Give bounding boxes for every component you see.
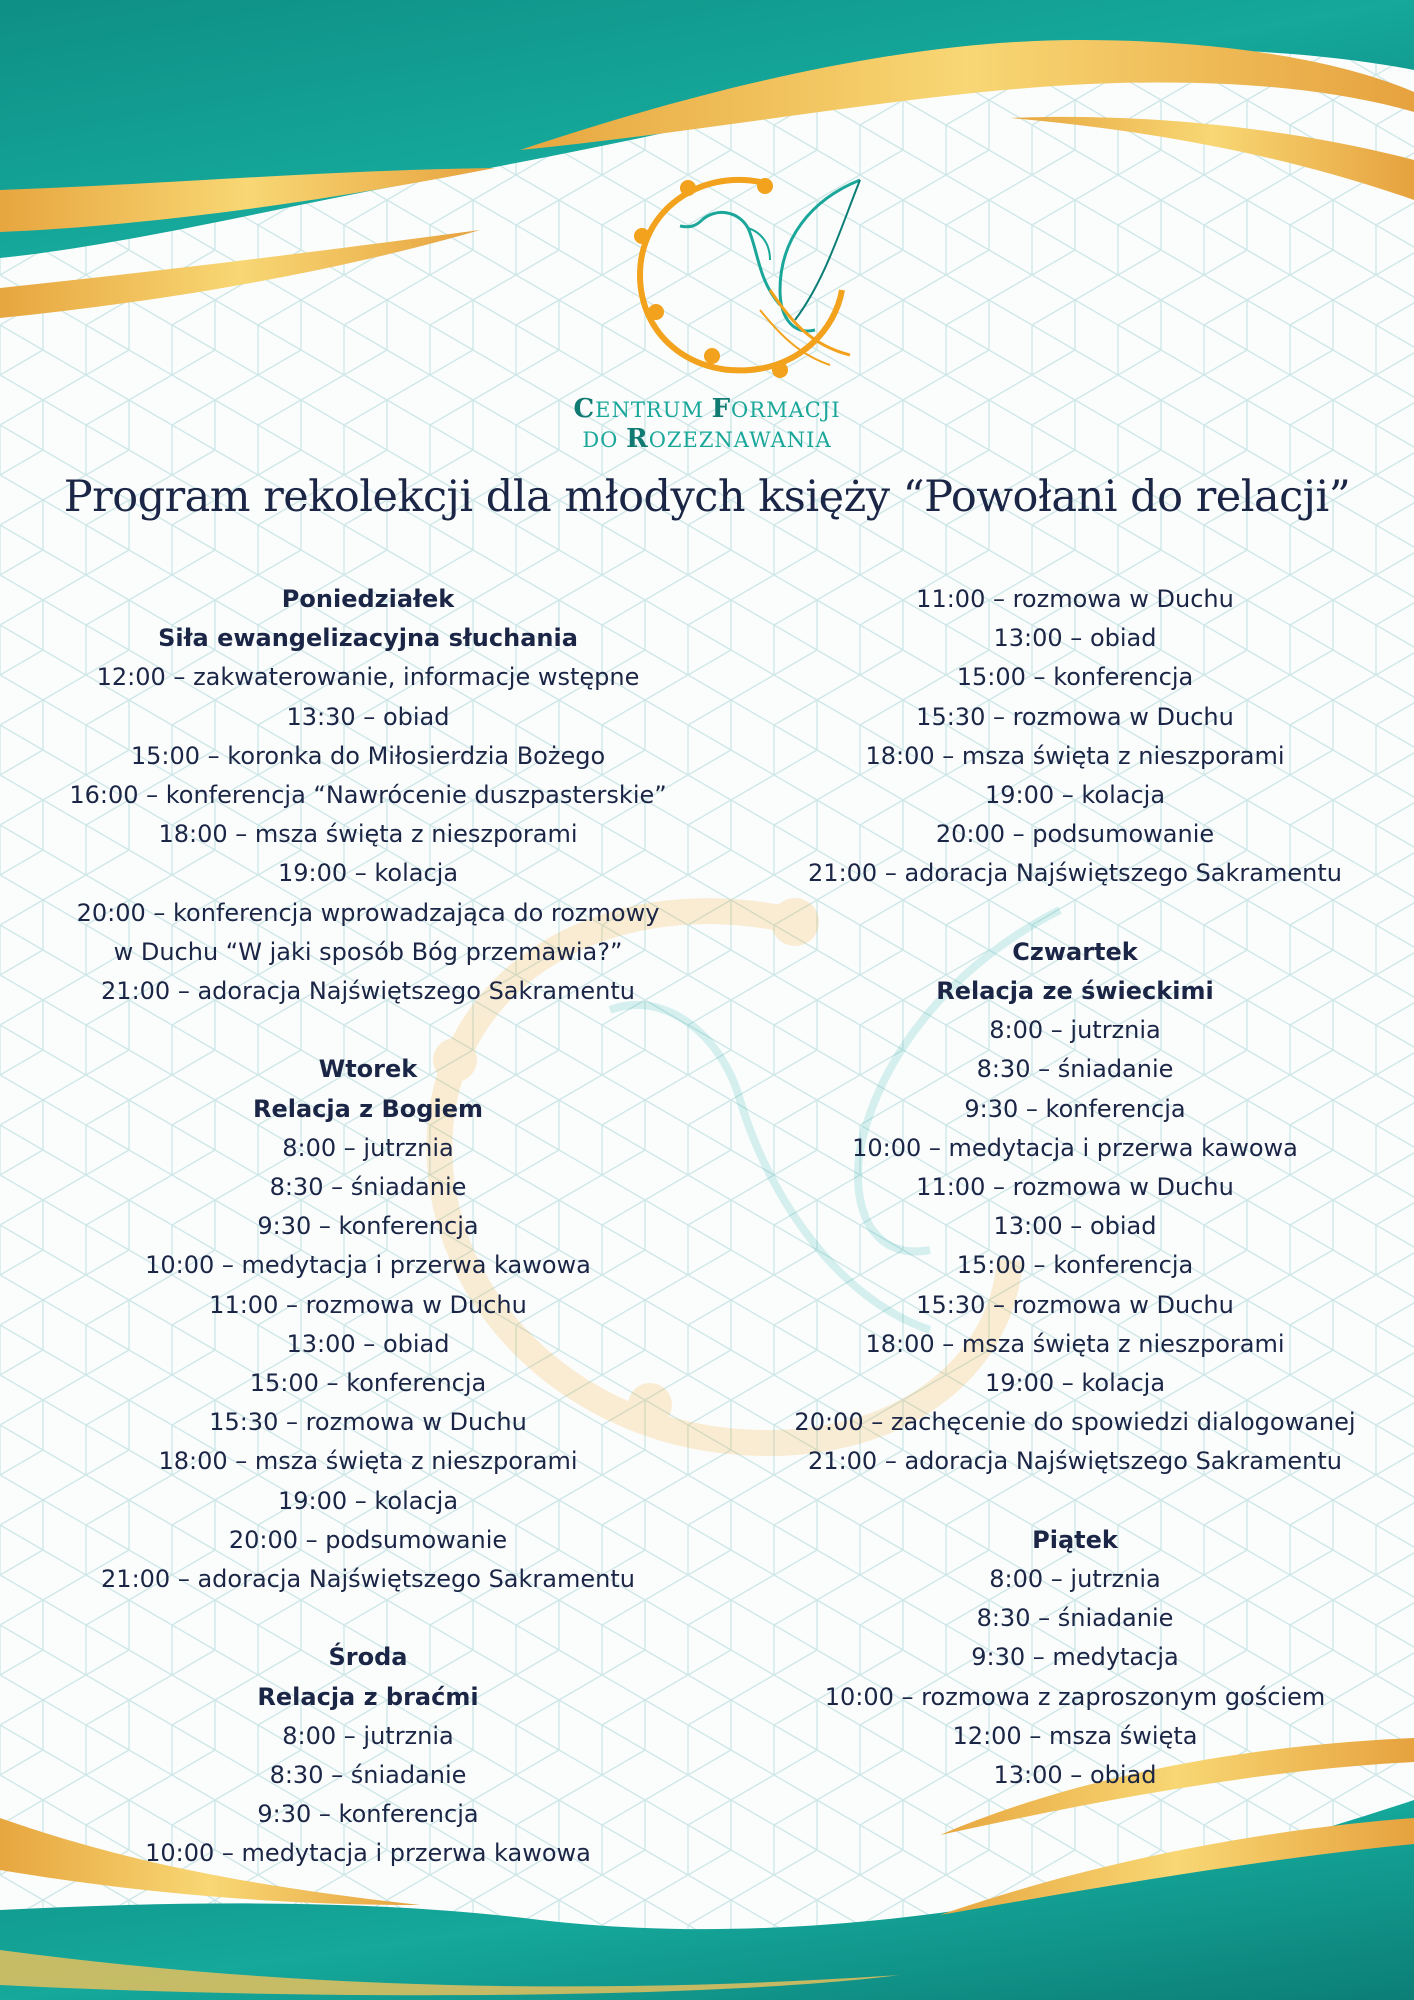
day-heading-monday: Poniedziałek [281, 585, 455, 613]
schedule-item: 8:00 – jutrznia [989, 1565, 1161, 1594]
schedule-item: 13:00 – obiad [993, 1761, 1157, 1790]
day-heading-thursday: Czwartek [1012, 937, 1138, 966]
day-heading-friday: Piątek [1032, 1525, 1118, 1554]
spacer [18, 1599, 718, 1638]
schedule-item: 18:00 – msza święta z nieszporami [865, 741, 1285, 770]
dove-icon [634, 178, 860, 378]
logo-text-do: DO [582, 428, 627, 452]
schedule-item: 13:00 – obiad [993, 624, 1157, 653]
schedule-item: 8:00 – jutrznia [989, 1016, 1161, 1045]
schedule-item: 9:30 – medytacja [971, 1643, 1179, 1672]
schedule-item: w Duchu “W jaki sposób Bóg przemawia?” [113, 937, 623, 966]
schedule-item: 8:30 – śniadanie [976, 1055, 1174, 1084]
page-title: Program rekolekcji dla młodych księży “Powołani do relacji” [63, 472, 1351, 522]
schedule-right-column [724, 580, 1414, 1795]
schedule-item: 15:30 – rozmowa w Duchu [209, 1408, 527, 1437]
schedule-item: 15:30 – rozmowa w Duchu [916, 702, 1234, 731]
schedule-item: 8:30 – śniadanie [269, 1761, 467, 1790]
schedule-item: 15:00 – koronka do Miłosierdzia Bożego [130, 741, 606, 770]
schedule-item: 8:30 – śniadanie [976, 1604, 1174, 1633]
schedule-item: 19:00 – kolacja [984, 781, 1166, 810]
schedule-item: 21:00 – adoracja Najświętszego Sakramentu [101, 1565, 635, 1594]
logo-cap-r: R [626, 424, 649, 454]
logo-emblem [620, 170, 880, 390]
day-heading-tuesday: Wtorek [318, 1055, 418, 1084]
day-theme-monday: Siła ewangelizacyjna słuchania [158, 624, 578, 653]
schedule-item: 10:00 – medytacja i przerwa kawowa [852, 1133, 1298, 1162]
logo-text-line1 [0, 396, 1414, 422]
schedule-item: 12:00 – zakwaterowanie, informacje wstępne [96, 663, 640, 692]
logo-cap-f: F [711, 394, 732, 424]
schedule-item: 11:00 – rozmowa w Duchu [209, 1290, 527, 1319]
schedule-item: 19:00 – kolacja [984, 1369, 1166, 1398]
schedule-item: 20:00 – podsumowanie [935, 820, 1215, 849]
schedule-item: 19:00 – kolacja [277, 859, 459, 888]
schedule-item: 8:00 – jutrznia [282, 1721, 454, 1750]
schedule-item: 11:00 – rozmowa w Duchu [916, 585, 1234, 613]
schedule-left-column [18, 580, 718, 1874]
schedule-item: 20:00 – podsumowanie [228, 1525, 508, 1554]
day-theme-tuesday: Relacja z Bogiem [253, 1094, 483, 1123]
schedule-item: 15:00 – konferencja [956, 663, 1194, 692]
schedule-item: 21:00 – adoracja Najświętszego Sakramentu [808, 1447, 1342, 1476]
logo-text-line2 [0, 426, 1414, 452]
schedule-item: 18:00 – msza święta z nieszporami [865, 1329, 1285, 1358]
schedule-item: 18:00 – msza święta z nieszporami [158, 1447, 578, 1476]
schedule-item: 19:00 – kolacja [277, 1486, 459, 1515]
schedule-item: 15:00 – konferencja [956, 1251, 1194, 1280]
logo-text-ormacji: ORMACJI [731, 398, 841, 422]
schedule-item: 9:30 – konferencja [257, 1800, 479, 1829]
schedule-item: 20:00 – zachęcenie do spowiedzi dialogowanej [794, 1408, 1356, 1437]
day-theme-thursday: Relacja ze świeckimi [936, 977, 1214, 1006]
schedule-item: 15:30 – rozmowa w Duchu [916, 1290, 1234, 1319]
schedule-item: 10:00 – medytacja i przerwa kawowa [145, 1839, 591, 1868]
schedule-item: 18:00 – msza święta z nieszporami [158, 820, 578, 849]
schedule-item: 8:00 – jutrznia [282, 1133, 454, 1162]
spacer [724, 1482, 1414, 1521]
logo-text-ozeznawania: OZEZNAWANIA [648, 428, 832, 452]
schedule-item: 10:00 – medytacja i przerwa kawowa [145, 1251, 591, 1280]
schedule-item: 13:00 – obiad [286, 1329, 450, 1358]
schedule-item: 12:00 – msza święta [952, 1721, 1198, 1750]
day-heading-wednesday: Środa [328, 1643, 408, 1672]
logo-cap-c: C [573, 394, 596, 424]
schedule-item: 9:30 – konferencja [964, 1094, 1186, 1123]
logo-text-entrum: ENTRUM [595, 398, 712, 422]
schedule-item: 13:00 – obiad [993, 1212, 1157, 1241]
schedule-item: 21:00 – adoracja Najświętszego Sakramentu [808, 859, 1342, 888]
schedule-item: 8:30 – śniadanie [269, 1173, 467, 1202]
schedule-item: 11:00 – rozmowa w Duchu [916, 1173, 1234, 1202]
schedule-item: 21:00 – adoracja Najświętszego Sakramentu [101, 977, 635, 1006]
day-theme-wednesday: Relacja z braćmi [257, 1682, 479, 1711]
spacer [18, 1011, 718, 1050]
spacer [724, 894, 1414, 933]
schedule-item: 16:00 – konferencja “Nawrócenie duszpasterskie” [69, 781, 667, 810]
schedule-item: 9:30 – konferencja [257, 1212, 479, 1241]
schedule-item: 13:30 – obiad [286, 702, 450, 731]
schedule-item: 10:00 – rozmowa z zaproszonym gościem [824, 1682, 1326, 1711]
schedule-item: 15:00 – konferencja [249, 1369, 487, 1398]
schedule-item: 20:00 – konferencja wprowadzająca do rozmowy [76, 898, 660, 927]
